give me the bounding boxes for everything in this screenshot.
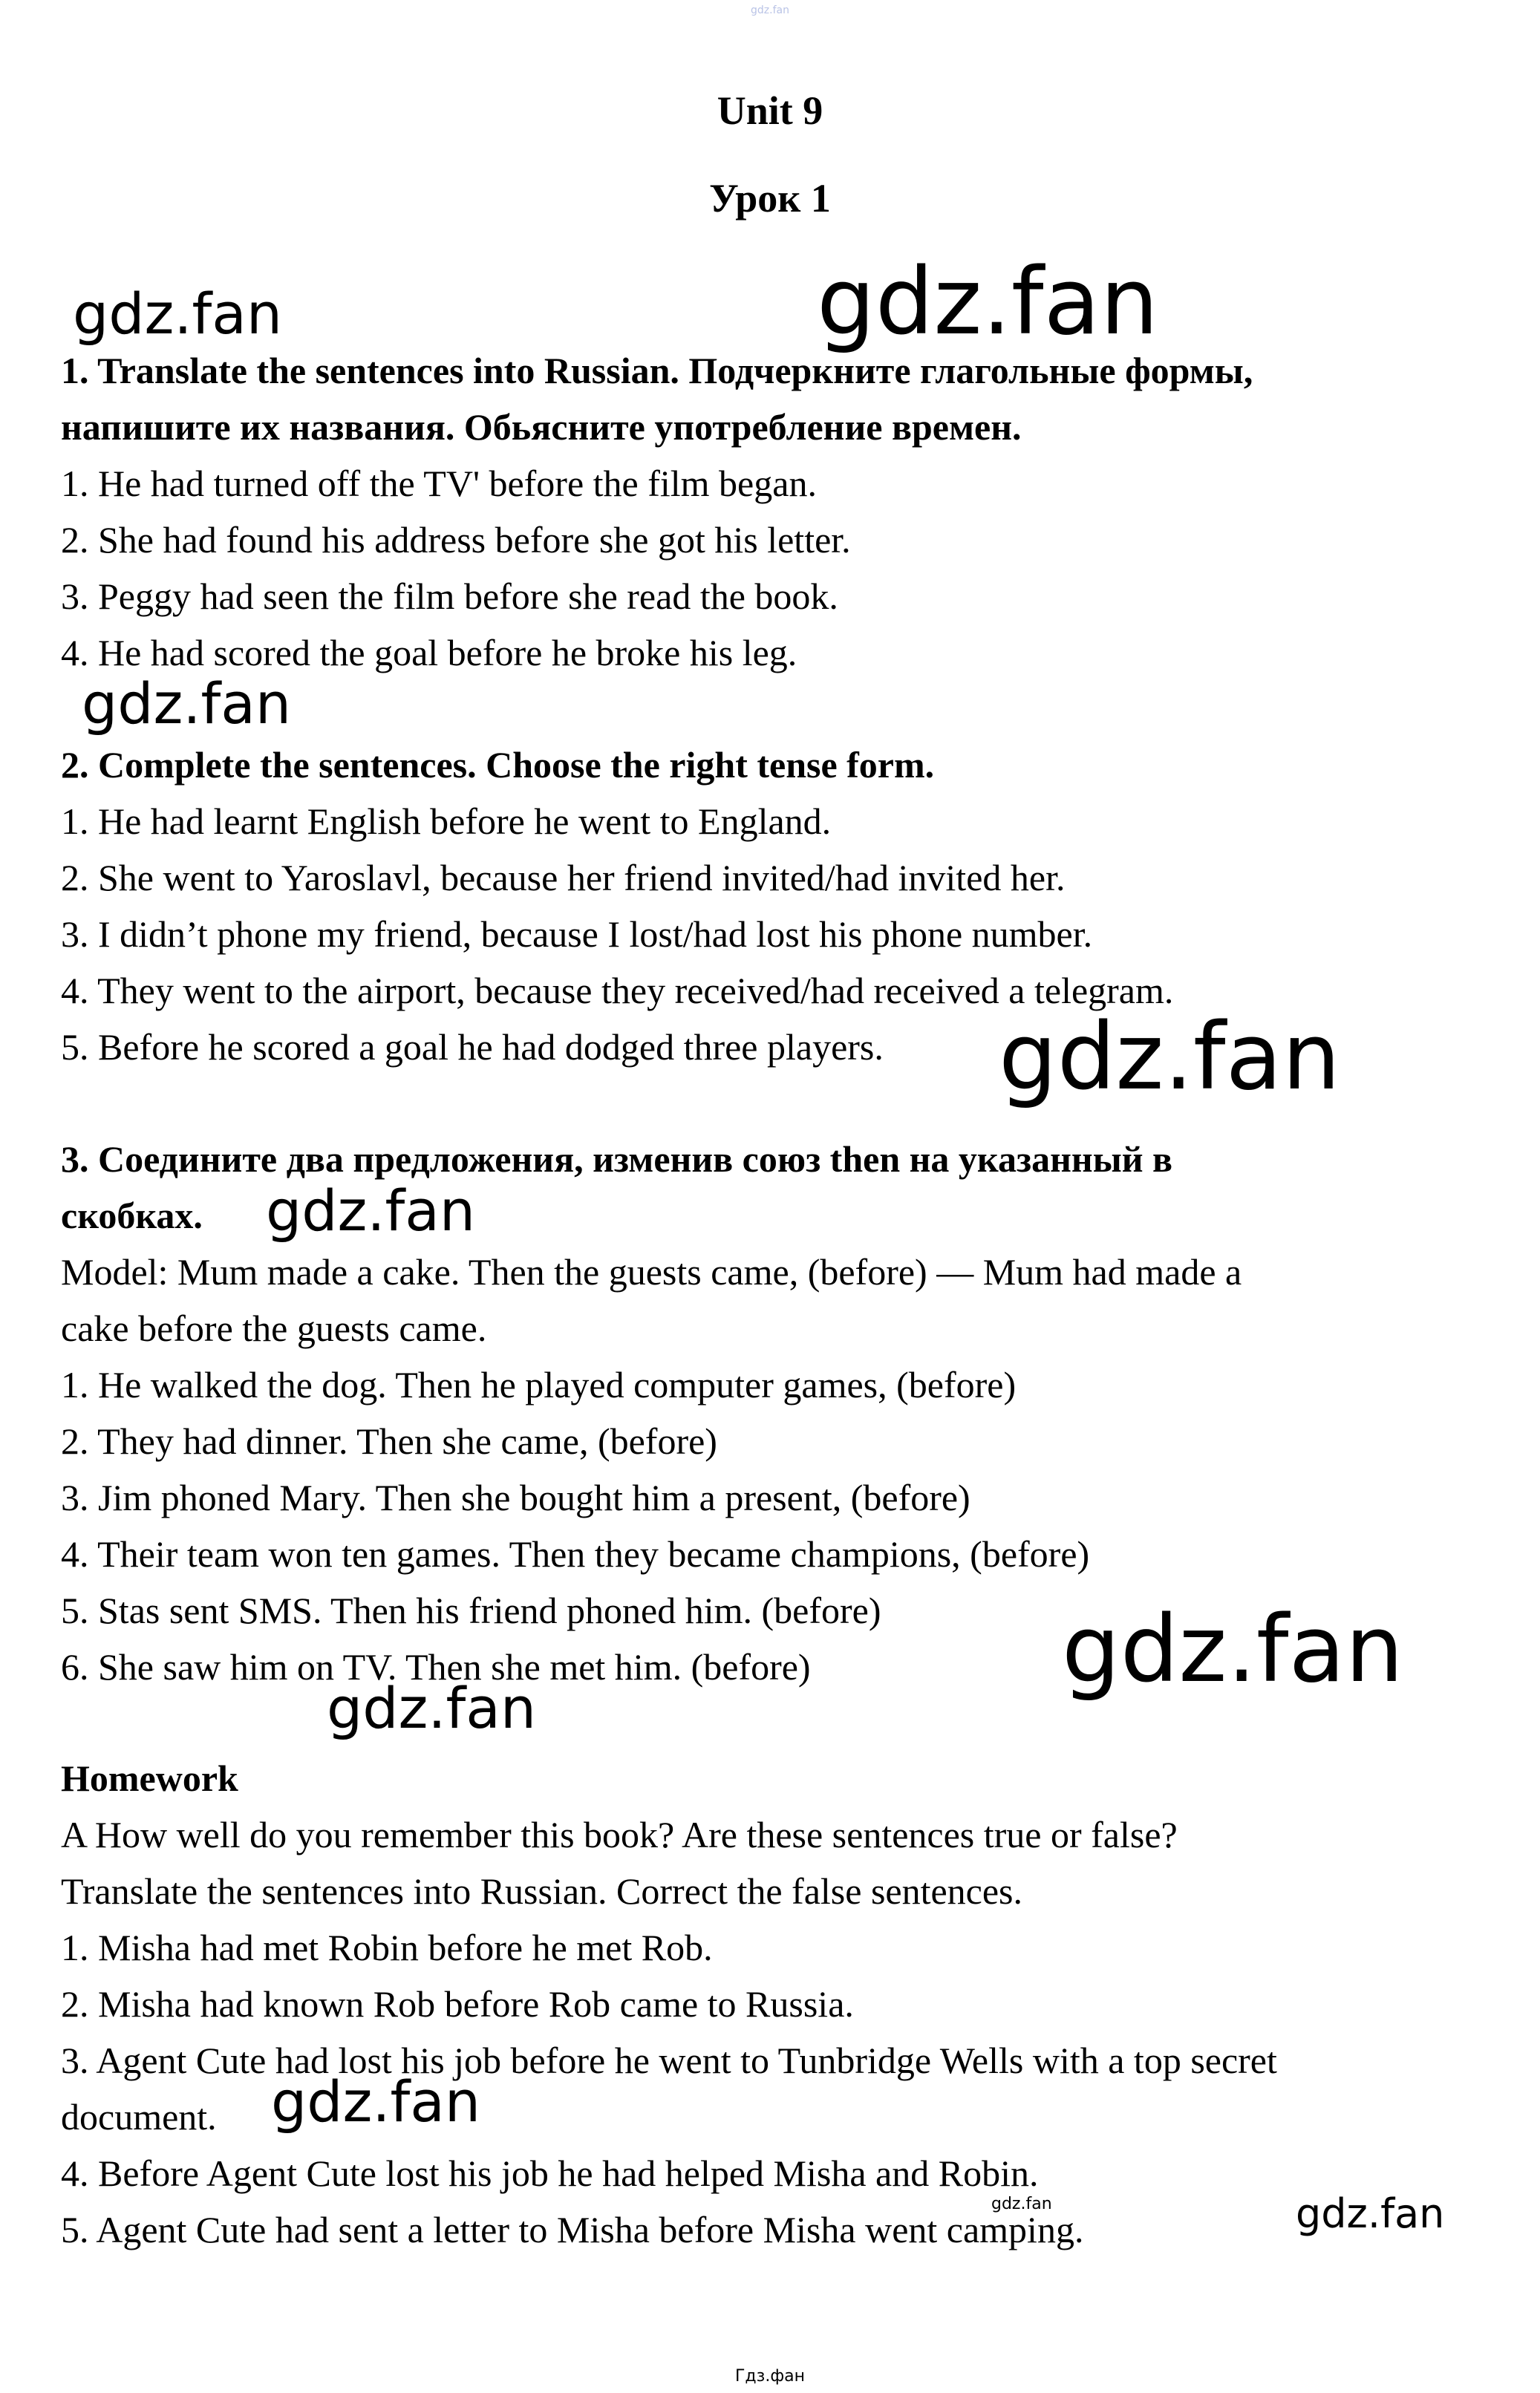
list-item: 2. She went to Yaroslavl, because her friend invited/had invited her. [61,857,1066,898]
exercise-1-heading: 1. Translate the sentences into Russian. Подчеркните глагольные формы, [61,350,1253,391]
watermark: gdz.fan [327,1675,537,1741]
list-item: 5. Agent Cute had sent a letter to Misha before Misha went camping. [61,2209,1084,2250]
list-item: 5. Stas sent SMS. Then his friend phoned him. (before) [61,1590,881,1631]
list-item: 3. Agent Cute had lost his job before he went to Tunbridge Wells with a top secret [61,2040,1277,2081]
watermark: gdz.fan [1296,2190,1445,2237]
watermark: gdz.fan [73,281,283,347]
list-item: 3. Jim phoned Mary. Then she bought him a present, (before) [61,1477,970,1518]
list-item: 2. She had found his address before she got his letter. [61,519,851,561]
list-item: 4. He had scored the goal before he broke his leg. [61,632,797,673]
exercise-3-heading-cont: скобках. [61,1195,203,1236]
watermark: gdz.fan [817,249,1159,356]
list-item: 3. Peggy had seen the film before she read the book. [61,575,838,617]
homework-heading: Homework [61,1757,238,1799]
list-item: 1. He walked the dog. Then he played computer games, (before) [61,1364,1017,1406]
list-item: 1. Misha had met Robin before he met Rob. [61,1927,713,1968]
list-item: 1. He had learnt English before he went to England. [61,800,832,842]
footer-label: Гдз.фан [735,2367,805,2386]
list-item: 6. She saw him on TV. Then she met him. (before) [61,1646,811,1688]
homework-intro: A How well do you remember this book? Are these sentences true or false? [61,1814,1178,1855]
homework-intro-cont: Translate the sentences into Russian. Correct the false sentences. [61,1870,1023,1912]
lesson-title: Урок 1 [709,176,831,221]
list-item: 2. Misha had known Rob before Rob came to Russia. [61,1983,854,2025]
unit-title: Unit 9 [717,88,823,133]
watermark: gdz.fan [82,670,292,737]
top-watermark: gdz.fan [751,4,789,16]
watermark: gdz.fan [266,1178,476,1244]
list-item: 4. Before Agent Cute lost his job he had helped Misha and Robin. [61,2152,1039,2194]
list-item: 5. Before he scored a goal he had dodged three players. [61,1026,884,1068]
list-item: 4. They went to the airport, because they received/had received a telegram. [61,970,1174,1011]
watermark: gdz.fan [1062,1596,1404,1703]
watermark: gdz.fan [991,2195,1052,2213]
watermark: gdz.fan [271,2069,481,2135]
list-item: 2. They had dinner. Then she came, (before) [61,1420,717,1462]
exercise-1-heading-cont: напишите их названия. Обьясните употребление времен. [61,406,1022,448]
exercise-2-heading: 2. Complete the sentences. Choose the right tense form. [61,744,935,786]
watermark: gdz.fan [999,1004,1341,1111]
list-item: 4. Their team won ten games. Then they became champions, (before) [61,1533,1090,1575]
list-item-cont: document. [61,2096,217,2138]
exercise-3-heading: 3. Соедините два предложения, изменив союз then на указанный в [61,1138,1173,1180]
model-sentence: Model: Mum made a cake. Then the guests came, (before) — Mum had made a [61,1251,1242,1293]
list-item: 3. I didn’t phone my friend, because I lost/had lost his phone number. [61,913,1093,955]
list-item: 1. He had turned off the TV' before the film began. [61,463,817,504]
model-sentence-cont: cake before the guests came. [61,1308,487,1349]
